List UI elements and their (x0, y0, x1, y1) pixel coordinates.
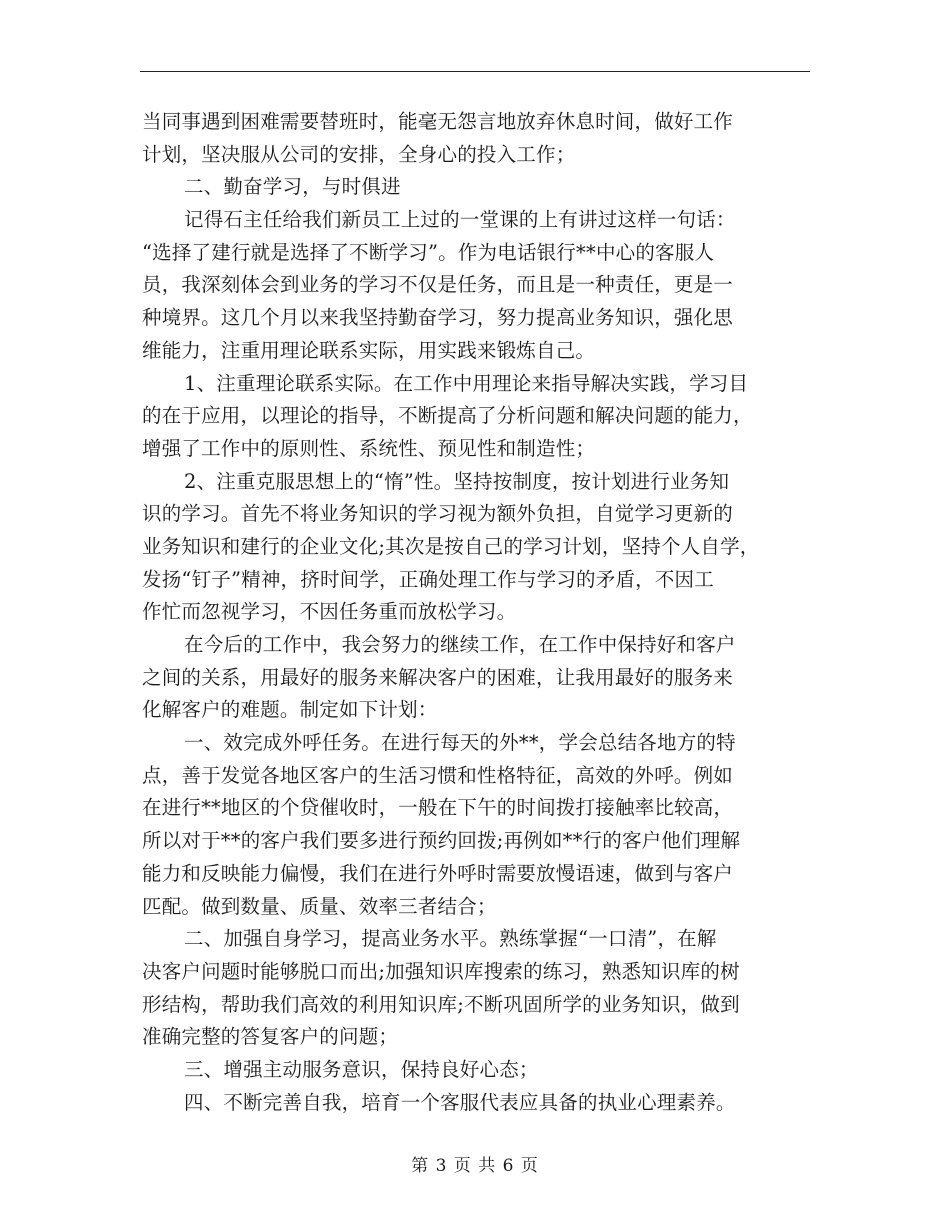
text-line: 业务知识和建行的企业文化;其次是按自己的学习计划，坚持个人自学， (142, 534, 760, 558)
text-line: 种境界。这几个月以来我坚持勤奋学习，努力提高业务知识，强化思 (142, 306, 734, 330)
text-line: 1、注重理论联系实际。在工作中用理论来指导解决实践，学习目 (184, 371, 749, 395)
text-line: 形结构，帮助我们高效的利用知识库;不断巩固所学的业务知识，做到 (142, 992, 740, 1016)
text-line: 计划，坚决服从公司的安排，全身心的投入工作； (142, 142, 576, 166)
text-line: 一、效完成外呼任务。在进行每天的外**，学会总结各地方的特 (184, 731, 736, 755)
text-line: 决客户问题时能够脱口而出;加强知识库搜索的练习，熟悉知识库的树 (142, 959, 740, 983)
text-line: 记得石主任给我们新员工上过的一堂课的上有讲过这样一句话： (184, 208, 736, 232)
text-line: 之间的关系，用最好的服务来解决客户的困难，让我用最好的服务来 (142, 665, 734, 689)
text-line: 发扬“钉子”精神，挤时间学，正确处理工作与学习的矛盾，不因工 (142, 567, 714, 591)
text-line: 增强了工作中的原则性、系统性、预见性和制造性； (142, 436, 596, 460)
text-line: 四、不断完善自我，培育一个客服代表应具备的执业心理素养。 (184, 1090, 736, 1114)
page-footer: 第 3 页 共 6 页 (411, 1156, 539, 1176)
text-line: 二、加强自身学习，提高业务水平。熟练掌握“一口清”，在解 (184, 927, 717, 951)
text-line: 准确完整的答复客户的问题； (142, 1025, 399, 1049)
text-line: 所以对于**的客户我们要多进行预约回拨;再例如**行的客户他们理解 (142, 829, 741, 853)
text-line: 2、注重克服思想上的“惰”性。坚持按制度，按计划进行业务知 (184, 469, 730, 493)
text-line: 的在于应用，以理论的指导，不断提高了分析问题和解决问题的能力， (142, 404, 753, 428)
header-rule (140, 71, 810, 72)
text-line: 匹配。做到数量、质量、效率三者结合； (142, 894, 497, 918)
text-line: 点，善于发觉各地区客户的生活习惯和性格特征，高效的外呼。例如 (142, 763, 734, 787)
text-line: 二、勤奋学习，与时俱进 (184, 175, 401, 199)
body-text (142, 106, 812, 1119)
text-line: “选择了建行就是选择了不断学习”。作为电话银行**中心的客服人 (142, 240, 715, 264)
text-line: 作忙而忽视学习，不因任务重而放松学习。 (142, 600, 517, 624)
text-line: 维能力，注重用理论联系实际，用实践来锻炼自己。 (142, 338, 596, 362)
text-line: 当同事遇到困难需要替班时，能毫无怨言地放弃休息时间，做好工作 (142, 110, 734, 133)
text-line: 在今后的工作中，我会努力的继续工作，在工作中保持好和客户 (184, 633, 736, 656)
text-line: 在进行**地区的个贷催收时，一般在下午的时间拨打接触率比较高， (142, 796, 734, 820)
text-line: 识的学习。首先不将业务知识的学习视为额外负担，自觉学习更新的 (142, 502, 734, 526)
text-line: 能力和反映能力偏慢，我们在进行外呼时需要放慢语速，做到与客户 (142, 861, 734, 885)
text-line: 三、增强主动服务意识，保持良好心态； (184, 1057, 539, 1081)
text-line: 员，我深刻体会到业务的学习不仅是任务，而且是一种责任，更是一 (142, 273, 734, 297)
text-line: 化解客户的难题。制定如下计划： (142, 698, 438, 722)
